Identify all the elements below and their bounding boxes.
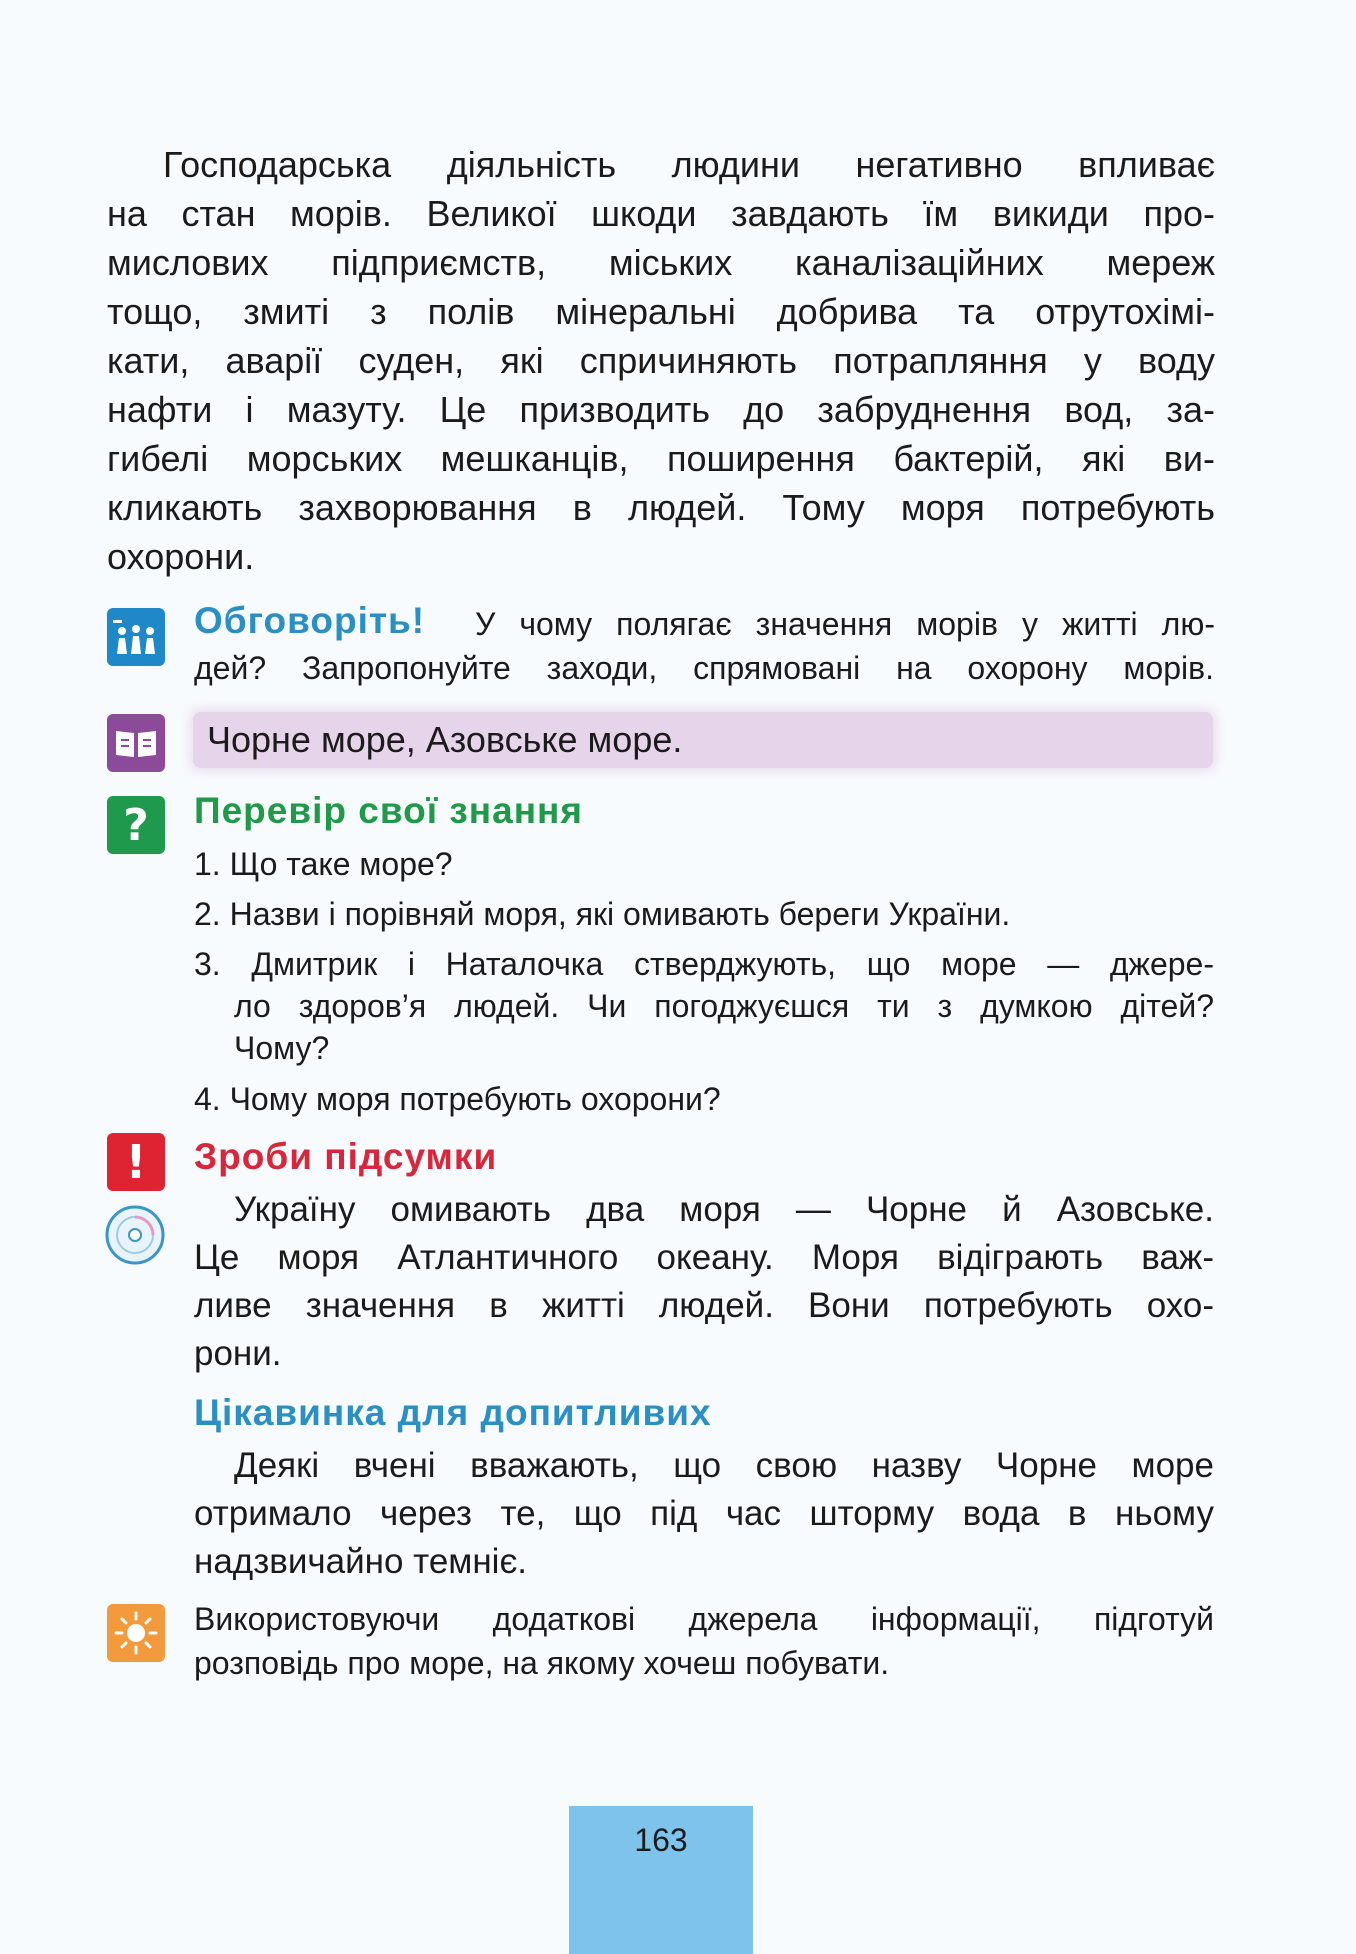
summary-line: Це моря Атлантичного океану. Моря відіграють важ- — [194, 1238, 1214, 1277]
intro-line: кликають захворювання в людей. Тому моря потребують — [107, 487, 1215, 528]
discuss-text-line: У чому полягає значення морів у житті лю- — [475, 606, 1215, 642]
intro-line: нафти і мазуту. Це призводить до забруднення вод, за- — [107, 389, 1215, 430]
curious-line: Деякі вчені вважають, що свою назву Чорне море — [234, 1446, 1214, 1485]
key-terms-banner — [193, 712, 1213, 768]
intro-line: охорони. — [107, 536, 255, 577]
question-item-cont: Чому? — [234, 1030, 330, 1066]
summary-heading: Зроби підсумки — [194, 1136, 498, 1177]
curious-line: надзвичайно темніє. — [194, 1542, 528, 1581]
question-item: 4. Чому моря потребують охорони? — [194, 1081, 721, 1117]
curious-line: отримало через те, що під час шторму вода в ньому — [194, 1494, 1214, 1533]
question-item: 1. Що таке море? — [194, 846, 453, 882]
open-book-icon — [107, 714, 165, 772]
sun-icon — [107, 1604, 165, 1662]
task-line: розповідь про море, на якому хочеш побувати. — [194, 1645, 890, 1681]
question-item: 2. Назви і порівняй моря, які омивають береги України. — [194, 896, 1011, 932]
intro-line: кати, аварії суден, які спричиняють потрапляння у воду — [107, 340, 1215, 381]
intro-line: на стан морів. Великої шкоди завдають їм викиди про- — [107, 193, 1215, 234]
question-item-cont: ло здоров’я людей. Чи погоджуєшся ти з думкою дітей? — [234, 988, 1214, 1024]
discuss-text-line: дей? Запропонуйте заходи, спрямовані на охорону морів. — [194, 650, 1214, 686]
summary-line: рони. — [194, 1334, 282, 1373]
check-heading: Перевір свої знання — [194, 790, 583, 831]
key-terms-text: Чорне море, Азовське море. — [207, 719, 683, 760]
question-item: 3. Дмитрик і Наталочка стверджують, що море — джере- — [194, 946, 1214, 982]
compact-disc-icon — [104, 1204, 166, 1266]
intro-line: гибелі морських мешканців, поширення бактерій, які ви- — [107, 438, 1215, 479]
page-number: 163 — [634, 1822, 688, 1858]
intro-line: Господарська діяльність людини негативно впливає — [163, 144, 1215, 185]
intro-line: тощо, змиті з полів мінеральні добрива та отрутохімі- — [107, 291, 1215, 332]
task-line: Використовуючи додаткові джерела інформації, підготуй — [194, 1601, 1214, 1637]
group-discussion-icon — [107, 608, 165, 666]
summary-line: Україну омивають два моря — Чорне й Азовське. — [234, 1190, 1214, 1229]
intro-line: мислових підприємств, міських каналізаційних мереж — [107, 242, 1215, 283]
discuss-heading: Обговоріть! — [194, 600, 426, 641]
summary-line: ливе значення в житті людей. Вони потребують охо- — [194, 1286, 1214, 1325]
question-mark-icon: ? — [107, 796, 165, 854]
curious-heading: Цікавинка для допитливих — [194, 1392, 712, 1433]
exclamation-mark-icon: ! — [107, 1133, 165, 1191]
intro-paragraph — [107, 140, 1215, 581]
